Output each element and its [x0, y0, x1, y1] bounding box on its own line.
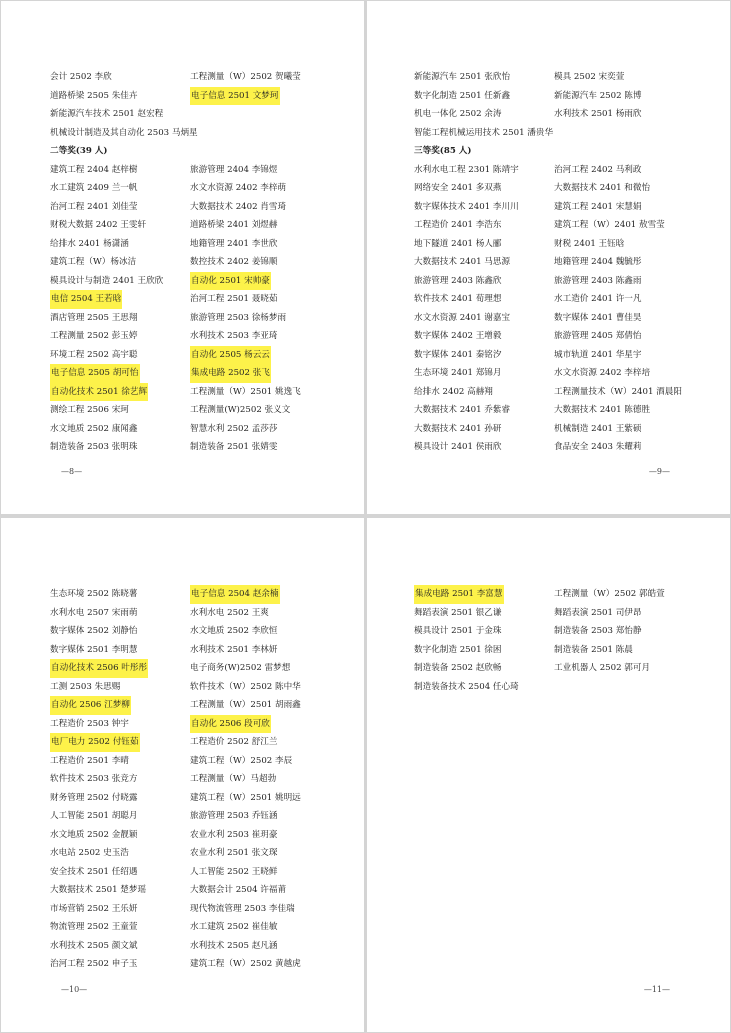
list-row	[414, 364, 714, 383]
entry-right: 工程测量（W）2502 贺曦莹	[190, 72, 301, 82]
entry-right: 旅游管理 2405 郑倩怡	[554, 331, 642, 341]
entry-left: 工程测量 2502 彭玉婷	[50, 331, 138, 341]
award-list	[414, 585, 714, 696]
entry-right: 工业机器人 2502 郭可月	[554, 663, 651, 673]
list-row	[50, 585, 350, 604]
entry-right: 自动化 2501 宋帅豪	[190, 272, 271, 291]
entry-right: 水利技术 2501 杨雨欣	[554, 109, 642, 119]
entry-left: 给排水 2402 高赫翔	[414, 386, 493, 397]
entry-right: 治河工程 2501 聂晓茹	[190, 294, 278, 304]
entry-right: 水文水资源 2402 李梓萌	[190, 183, 287, 193]
entry-left: 数字媒体 2501 李明慧	[50, 644, 138, 655]
list-row	[414, 87, 714, 106]
entry-left: 数字媒体 2502 刘静怡	[50, 626, 138, 636]
entry-left: 工程造价 2501 李晴	[50, 755, 129, 766]
list-row	[50, 863, 350, 882]
entry-left: 自动化技术 2501 徐艺辉	[50, 383, 148, 402]
entry-right: 数控技术 2402 姜锦顺	[190, 257, 278, 267]
list-row	[414, 622, 714, 641]
entry-left: 大数据技术 2401 乔紫睿	[414, 405, 511, 415]
entry-right: 制造装备 2503 郑怡静	[554, 626, 642, 636]
entry-left: 地下隧道 2401 杨人郦	[414, 238, 502, 249]
entry-right: 工程测量（W）2501 胡雨鑫	[190, 700, 301, 710]
page-11	[367, 518, 730, 1032]
entry-left: 机电一体化 2502 余涛	[414, 109, 502, 119]
list-row	[414, 68, 714, 87]
list-row	[50, 179, 350, 198]
entry-right: 新能源汽车 2502 陈博	[554, 90, 642, 101]
list-row	[50, 789, 350, 808]
list-row	[414, 253, 714, 272]
entry-left: 数字媒体 2401 秦铭汐	[414, 349, 502, 360]
entry-left: 财务管理 2502 付晓露	[50, 792, 138, 803]
entry-right: 自动化 2506 段可欣	[190, 715, 271, 734]
entry-left: 网络安全 2401 多双燕	[414, 183, 502, 193]
heading-text: 三等奖(85 人)	[414, 146, 472, 156]
entry-right: 水利技术 2501 李林妍	[190, 644, 278, 655]
section-heading	[414, 142, 714, 161]
list-row	[414, 290, 714, 309]
list-row	[50, 715, 350, 734]
page-10	[1, 518, 364, 1032]
list-row	[50, 272, 350, 291]
entry-right: 水工建筑 2502 崔佳敏	[190, 922, 278, 932]
list-row	[50, 622, 350, 641]
list-row	[50, 881, 350, 900]
entry-left: 新能源汽车技术 2501 赵宏程	[50, 109, 164, 119]
entry-left: 数字媒体技术 2401 李川川	[414, 201, 519, 212]
entry-right: 农业水利 2503 崔玥豪	[190, 829, 278, 840]
entry-right: 旅游管理 2503 徐杨梦雨	[190, 312, 287, 323]
entry-right: 工程造价 2502 舒江兰	[190, 737, 278, 747]
page-number: —11—	[643, 985, 670, 994]
entry-right: 城市轨道 2401 华星宇	[554, 349, 642, 360]
entry-left: 给排水 2401 杨潇涵	[50, 238, 129, 249]
list-row	[50, 752, 350, 771]
award-list	[414, 68, 714, 457]
entry-right: 电子信息 2504 赵余楠	[190, 585, 280, 604]
entry-right: 模具 2502 宋奕萱	[554, 72, 625, 82]
entry-left: 舞蹈表演 2501 银乙谦	[414, 607, 502, 618]
list-row	[414, 179, 714, 198]
list-row	[50, 955, 350, 974]
entry-left: 自动化技术 2506 叶彤彤	[50, 659, 148, 678]
list-row	[50, 253, 350, 272]
entry-left: 水利水电 2507 宋雨萌	[50, 607, 138, 618]
entry-left: 测绘工程 2506 宋珂	[50, 405, 129, 415]
entry-right: 工程测量（W）马超勃	[190, 774, 277, 784]
list-row	[414, 235, 714, 254]
entry-right: 电子商务(W)2502 雷梦想	[190, 663, 291, 673]
entry-left: 数字化制造 2501 任新鑫	[414, 90, 511, 101]
entry-right: 水利技术 2505 赵凡涵	[190, 940, 278, 951]
entry-left: 水利技术 2505 颜文斌	[50, 940, 138, 951]
entry-left: 大数据技术 2401 孙研	[414, 423, 502, 434]
list-row	[50, 309, 350, 328]
entry-left: 制造装备技术 2504 任心琦	[414, 681, 519, 692]
entry-right: 农业水利 2501 张文琛	[190, 848, 278, 858]
entry-right: 智慧水利 2502 孟莎莎	[190, 423, 278, 434]
entry-left: 新能源汽车 2501 张欣怡	[414, 72, 511, 82]
entry-right: 数字媒体 2401 曹佳昊	[554, 312, 642, 323]
entry-left: 水文地质 2502 康闻鑫	[50, 423, 138, 434]
list-row	[50, 659, 350, 678]
entry-left: 模具设计 2401 侯雨欣	[414, 442, 502, 452]
entry-left: 物流管理 2502 王童萱	[50, 922, 138, 932]
entry-right: 工程测量(W)2502 张义文	[190, 405, 291, 415]
list-row	[414, 659, 714, 678]
list-row	[414, 346, 714, 365]
entry-right: 旅游管理 2403 陈鑫雨	[554, 275, 642, 286]
list-row	[50, 918, 350, 937]
entry-right: 工程测量技术（W）2401 酒晨阳	[554, 386, 682, 397]
entry-left: 建筑工程 2404 赵梓樹	[50, 164, 138, 175]
list-row	[50, 401, 350, 420]
list-row	[50, 641, 350, 660]
list-row	[50, 770, 350, 789]
list-row	[50, 124, 350, 143]
entry-left: 自动化 2506 江梦柳	[50, 696, 131, 715]
page-number: —9—	[648, 467, 670, 476]
entry-left: 道路桥梁 2505 朱佳卉	[50, 90, 138, 101]
entry-right: 水利水电 2502 王爽	[190, 607, 269, 618]
entry-left: 电厂电力 2502 付钰茹	[50, 733, 140, 752]
list-row	[50, 364, 350, 383]
entry-right: 地籍管理 2404 魏毓彤	[554, 257, 642, 267]
entry-right: 道路桥梁 2401 刘煜赫	[190, 220, 278, 230]
list-row	[50, 678, 350, 697]
entry-left: 酒店管理 2505 王思翔	[50, 312, 138, 323]
entry-right: 水文水资源 2402 李梓培	[554, 368, 651, 378]
list-row	[414, 198, 714, 217]
entry-left: 软件技术 2503 张竞方	[50, 774, 138, 784]
entry-left: 会计 2502 李欣	[50, 72, 112, 82]
entry-left: 生态环境 2502 陈晓薯	[50, 589, 138, 599]
entry-right: 工程测量（W）2501 姚逸飞	[190, 386, 301, 397]
entry-left: 环境工程 2502 高宇聪	[50, 349, 138, 360]
entry-right: 建筑工程（W）2502 李辰	[190, 755, 293, 766]
entry-right: 集成电路 2502 张飞	[190, 364, 271, 383]
entry-left: 大数据技术 2501 楚梦瑶	[50, 885, 147, 895]
list-row	[414, 678, 714, 697]
list-row	[414, 216, 714, 235]
award-list	[50, 68, 350, 457]
entry-right: 旅游管理 2503 乔钰涵	[190, 811, 278, 821]
entry-left: 旅游管理 2403 陈鑫欣	[414, 275, 502, 286]
entry-right: 制造装备 2501 陈晨	[554, 644, 633, 655]
heading-text: 二等奖(39 人)	[50, 146, 108, 156]
entry-right: 自动化 2505 杨云云	[190, 346, 271, 365]
entry-right: 旅游管理 2404 李锦煜	[190, 164, 278, 175]
entry-left: 市场营销 2502 王乐妍	[50, 903, 138, 914]
entry-right: 现代物流管理 2503 李佳瑞	[190, 903, 295, 914]
list-row	[50, 68, 350, 87]
list-row	[414, 327, 714, 346]
entry-left: 智能工程机械运用技术 2501 潘贵华	[414, 127, 554, 138]
award-list	[50, 585, 350, 974]
entry-right: 食品安全 2403 朱耀莉	[554, 442, 642, 452]
entry-left: 水文水资源 2401 谢嘉宝	[414, 312, 511, 323]
list-row	[50, 383, 350, 402]
list-row	[50, 87, 350, 106]
entry-right: 大数据技术 2401 陈德胜	[554, 405, 651, 415]
entry-left: 人工智能 2501 胡聪月	[50, 811, 138, 821]
section-heading	[50, 142, 350, 161]
entry-right: 地籍管理 2401 李世欣	[190, 238, 278, 249]
entry-left: 治河工程 2401 刘佳莹	[50, 201, 138, 212]
entry-right: 电子信息 2501 文梦珂	[190, 87, 280, 106]
entry-left: 制造装备 2503 张明珠	[50, 442, 138, 452]
list-row	[50, 161, 350, 180]
list-row	[414, 383, 714, 402]
entry-left: 大数据技术 2401 马思源	[414, 257, 511, 267]
list-row	[50, 216, 350, 235]
entry-right: 财税 2401 王钰晗	[554, 238, 625, 249]
entry-left: 水电站 2502 史玉浩	[50, 848, 129, 858]
entry-right: 大数据技术 2402 肖雪琦	[190, 201, 287, 212]
list-row	[414, 309, 714, 328]
entry-right: 建筑工程（W）2401 敖雪莹	[554, 220, 665, 230]
entry-right: 大数据会计 2504 许福莆	[190, 885, 287, 895]
list-row	[50, 733, 350, 752]
entry-right: 建筑工程 2401 宋慧娟	[554, 201, 642, 212]
entry-right: 治河工程 2402 马利政	[554, 164, 642, 175]
entry-left: 治河工程 2502 申子玉	[50, 959, 138, 969]
list-row	[414, 438, 714, 457]
entry-right: 制造装备 2501 张婧雯	[190, 442, 278, 452]
list-row	[50, 346, 350, 365]
entry-left: 生态环境 2401 郑锦月	[414, 368, 502, 378]
list-row	[50, 844, 350, 863]
entry-right: 建筑工程（W）2501 姚明远	[190, 792, 301, 803]
list-row	[50, 937, 350, 956]
entry-left: 模具设计与制造 2401 王欣欣	[50, 275, 164, 286]
entry-left: 数字化制造 2501 徐困	[414, 644, 502, 655]
entry-left: 电子信息 2505 胡可怡	[50, 364, 140, 383]
entry-left: 集成电路 2501 李富慧	[414, 585, 504, 604]
list-row	[414, 401, 714, 420]
entry-right: 建筑工程（W）2502 黄越虎	[190, 959, 301, 969]
list-row	[50, 438, 350, 457]
entry-left: 制造装备 2502 赵欣畅	[414, 663, 502, 673]
list-row	[414, 641, 714, 660]
entry-left: 模具设计 2501 于金珠	[414, 626, 502, 636]
list-row	[414, 124, 714, 143]
list-row	[414, 272, 714, 291]
page-8	[1, 1, 364, 514]
entry-left: 工程造价 2503 钟宇	[50, 718, 129, 729]
page-9	[367, 1, 730, 514]
list-row	[414, 161, 714, 180]
list-row	[50, 235, 350, 254]
list-row	[50, 807, 350, 826]
list-row	[50, 105, 350, 124]
list-row	[414, 105, 714, 124]
entry-left: 工程造价 2401 李浩东	[414, 220, 502, 230]
list-row	[50, 420, 350, 439]
entry-left: 水文地质 2502 金靓颖	[50, 829, 138, 840]
list-row	[50, 327, 350, 346]
entry-left: 软件技术 2401 荀理想	[414, 294, 502, 304]
entry-left: 机械设计制造及其自动化 2503 马炳星	[50, 127, 198, 138]
entry-left: 电信 2504 王若晗	[50, 290, 122, 309]
list-row	[50, 696, 350, 715]
list-row	[50, 900, 350, 919]
page-number: —10—	[61, 985, 88, 994]
entry-right: 机械制造 2401 王紫硕	[554, 423, 642, 434]
list-row	[50, 198, 350, 217]
list-row	[50, 290, 350, 309]
list-row	[414, 604, 714, 623]
entry-right: 软件技术（W）2502 陈中华	[190, 681, 301, 692]
entry-left: 建筑工程（W）杨冰洁	[50, 257, 137, 267]
entry-right: 水利技术 2503 李亚琦	[190, 331, 278, 341]
page-number: —8—	[61, 467, 83, 476]
entry-right: 水工造价 2401 许一凡	[554, 294, 642, 304]
list-row	[50, 826, 350, 845]
entry-left: 数字媒体 2402 王增毅	[414, 331, 502, 341]
entry-right: 人工智能 2502 王晓鲜	[190, 866, 278, 877]
entry-right: 大数据技术 2401 和微怡	[554, 183, 651, 193]
entry-left: 水工建筑 2409 兰一帆	[50, 183, 138, 193]
list-row	[414, 420, 714, 439]
entry-left: 水利水电工程 2301 陈靖宇	[414, 164, 519, 175]
entry-right: 水文地质 2502 李欣恒	[190, 626, 278, 636]
entry-left: 工测 2503 朱思赐	[50, 681, 121, 692]
list-row	[50, 604, 350, 623]
list-row	[414, 585, 714, 604]
entry-left: 安全技术 2501 任绍遇	[50, 866, 138, 877]
entry-right: 工程测量（W）2502 郭皓萱	[554, 589, 665, 599]
entry-right: 舞蹈表演 2501 司伊昂	[554, 607, 642, 618]
entry-left: 财税大数据 2402 王雯轩	[50, 220, 147, 230]
